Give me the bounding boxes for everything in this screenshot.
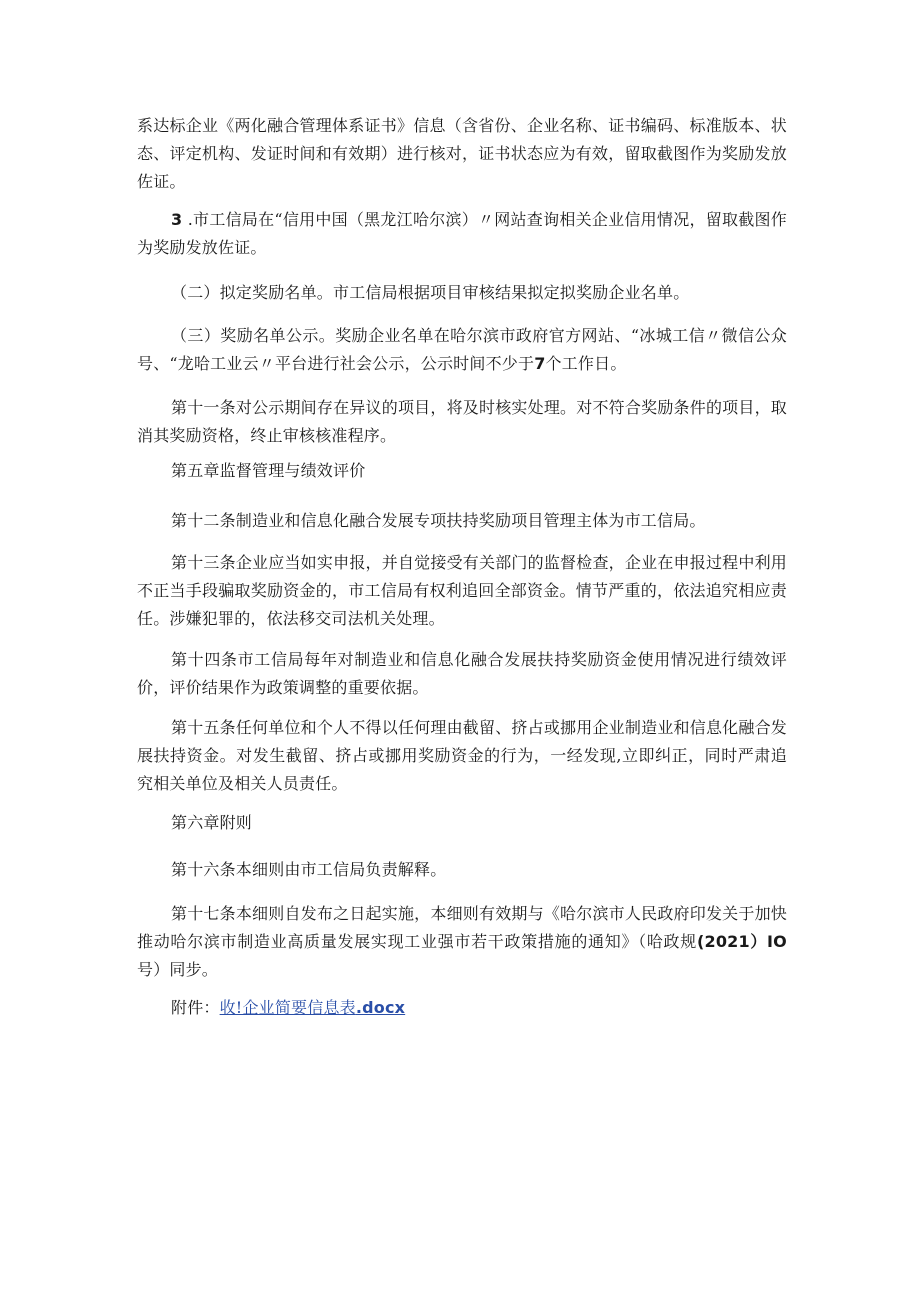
article-15	[137, 714, 787, 798]
paragraph-cert-check	[137, 112, 787, 196]
heading-text: 第五章监督管理与绩效评价	[171, 461, 366, 480]
heading-text: 第六章附则	[171, 813, 253, 832]
paragraph-text: （三）奖励名单公示。奖励企业名单在哈尔滨市政府官方网站、“冰城工信〃微信公众号、“龙哈工业云〃平台进行社会公示，公示时间不少于	[137, 326, 787, 373]
attachment-line	[137, 994, 787, 1022]
attachment-link-ext: .docx	[355, 998, 406, 1017]
article-11	[137, 394, 787, 450]
article-16	[137, 856, 787, 884]
paragraph-text: 第十七条本细则自发布之日起实施，本细则有效期与《哈尔滨市人民政府印发关于加快推动哈尔滨市制造业高质量发展实现工业强市若干政策措施的通知》（哈政规	[137, 904, 787, 951]
paragraph-text: .市工信局在“信用中国（黑龙江哈尔滨）〃网站查询相关企业信用情况，留取截图作为奖励发放佐证。	[137, 210, 787, 257]
article-17	[137, 900, 787, 984]
paragraph-publicity	[137, 322, 787, 378]
article-14	[137, 646, 787, 702]
paragraph-text: 第十一条对公示期间存在异议的项目，将及时核实处理。对不符合奖励条件的项目，取消其奖励资格，终止审核核准程序。	[137, 398, 787, 445]
paragraph-text: 号）同步。	[137, 960, 219, 979]
chapter-5-heading	[137, 457, 787, 485]
paragraph-text: （二）拟定奖励名单。市工信局根据项目审核结果拟定拟奖励企业名单。	[171, 283, 690, 302]
article-17-year: 2021）IO	[704, 932, 787, 951]
paragraph-text: 第十五条任何单位和个人不得以任何理由截留、挤占或挪用企业制造业和信息化融合发展扶持资金。对发生截留、挤占或挪用奖励资金的行为，一经发现,立即纠正，同时严肃追究相关单位及相关人员责任。	[137, 718, 787, 793]
item-number: 3	[171, 210, 183, 229]
publicity-days: 7	[534, 354, 546, 373]
attachment-label: 附件：	[171, 998, 220, 1017]
paragraph-text: 第十三条企业应当如实申报，并自觉接受有关部门的监督检查，企业在申报过程中利用不正当手段骗取奖励资金的，市工信局有权利追回全部资金。情节严重的，依法追究相应责任。涉嫌犯罪的，依法移交司法机关处理。	[137, 553, 787, 628]
article-17-paren: (	[696, 932, 705, 951]
paragraph-text: 第十二条制造业和信息化融合发展专项扶持奖励项目管理主体为市工信局。	[171, 511, 706, 530]
paragraph-item-3	[137, 206, 787, 262]
article-13	[137, 549, 787, 633]
paragraph-text: 第十四条市工信局每年对制造业和信息化融合发展扶持奖励资金使用情况进行绩效评价，评价结果作为政策调整的重要依据。	[137, 650, 787, 697]
paragraph-text: 系达标企业《两化融合管理体系证书》信息（含省份、企业名称、证书编码、标准版本、状态、评定机构、发证时间和有效期）进行核对，证书状态应为有效，留取截图作为奖励发放佐证。	[137, 116, 787, 191]
attachment-link-text: 收!企业简要信息表	[219, 998, 356, 1017]
attachment-link[interactable]	[220, 998, 406, 1017]
paragraph-text: 第十六条本细则由市工信局负责解释。	[171, 860, 447, 879]
chapter-6-heading	[137, 809, 787, 837]
paragraph-text: 个工作日。	[545, 354, 627, 373]
article-12	[137, 507, 787, 535]
paragraph-draft-list	[137, 279, 787, 307]
